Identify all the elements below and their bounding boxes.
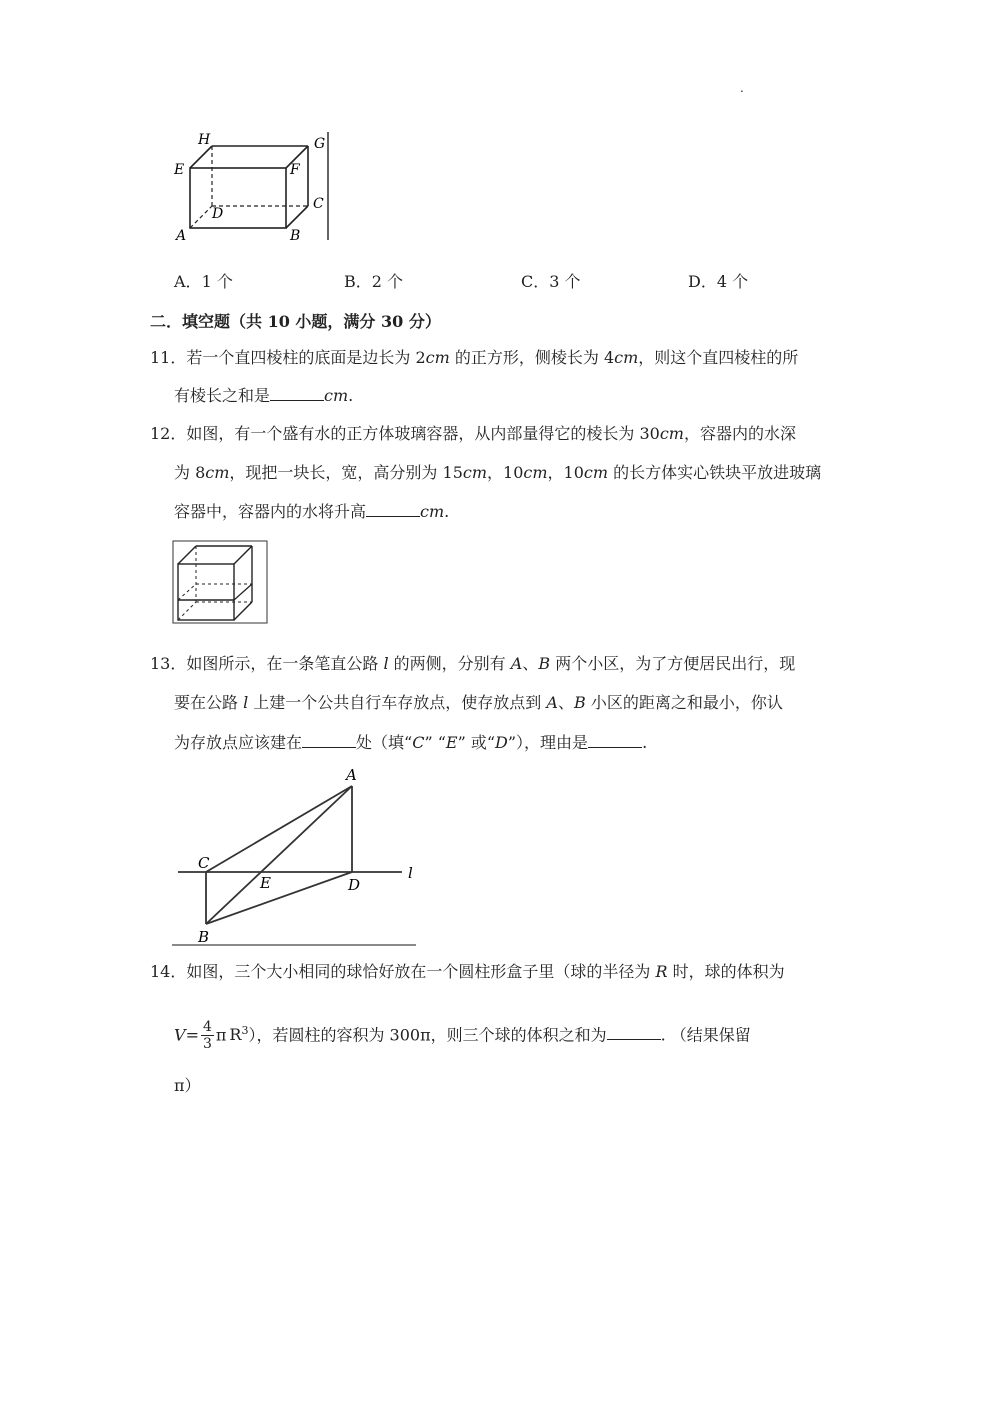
q13-line-3: 为存放点应该建在 处（填“C” “E” 或“D”），理由是 . [174, 733, 648, 752]
q12-line-3: 容器中，容器内的水将升高 cm. [174, 502, 450, 521]
q10-option-b[interactable]: B．2 个 [344, 272, 404, 291]
q12-line-1: 12．如图，有一个盛有水的正方体玻璃容器，从内部量得它的棱长为 30cm，容器内的水深 [150, 424, 796, 443]
q14-line-1: 14．如图，三个大小相同的球恰好放在一个圆柱形盒子里（球的半径为 R 时，球的体积为 [150, 962, 785, 981]
q11-line-2: 有棱长之和是 cm. [174, 386, 354, 405]
q13-road-figure [172, 764, 418, 948]
fig-label-E: E [260, 874, 271, 892]
label-C: C [313, 196, 324, 212]
q13-line-1: 13．如图所示，在一条笔直公路 l 的两侧，分别有 A、B 两个小区，为了方便居民出行，现 [150, 654, 796, 673]
cuboid-front-face [190, 168, 286, 228]
q11-number: 11． [150, 348, 187, 367]
q14-answer-blank[interactable] [607, 1025, 661, 1040]
label-H: H [198, 132, 211, 148]
formula-fraction: $\frac{4}{3}$ [202, 1019, 212, 1053]
q10-option-a[interactable]: A．1 个 [174, 272, 233, 291]
label-F: F [290, 162, 300, 178]
q12-answer-blank[interactable] [366, 502, 420, 517]
fig-label-l: l [408, 864, 413, 882]
label-B: B [290, 228, 301, 244]
formula-v: V [174, 1025, 186, 1045]
q14-line-2: V= $\frac{4}{3}$ π $R^3$），若圆柱的容积为 300π，则三个球的体积之和为 . （结果保留 [174, 1019, 751, 1053]
label-D: D [212, 206, 224, 222]
q14-line-3: π） [174, 1076, 201, 1095]
q11-answer-blank[interactable] [270, 386, 324, 401]
fig-label-A: A [346, 766, 357, 784]
q13-line-2: 要在公路 l 上建一个公共自行车存放点，使存放点到 A、B 小区的距离之和最小，你认 [174, 693, 783, 712]
fig-label-C: C [198, 854, 210, 872]
label-A: A [176, 228, 187, 244]
q10-option-d[interactable]: D．4 个 [688, 272, 749, 291]
fig-label-D: D [348, 876, 361, 894]
section-heading: 二．填空题（共 10 小题，满分 30 分） [150, 312, 441, 331]
q13-answer-blank-2[interactable] [588, 733, 642, 748]
q14-number: 14． [150, 962, 187, 981]
label-E: E [174, 162, 185, 178]
page-dot: . [740, 81, 744, 95]
fig-label-B: B [198, 928, 210, 946]
q12-cube-figure [172, 540, 268, 624]
q13-answer-blank-1[interactable] [302, 733, 356, 748]
q13-number: 13． [150, 654, 187, 673]
q12-number: 12． [150, 424, 187, 443]
q12-line-2: 为 8cm，现把一块长，宽，高分别为 15cm，10cm，10cm 的长方体实心铁块平放进玻璃 [174, 463, 822, 482]
q10-cuboid-figure [170, 128, 340, 246]
label-G: G [314, 136, 326, 152]
q10-option-c[interactable]: C．3 个 [521, 272, 581, 291]
q11-line-1: 11．若一个直四棱柱的底面是边长为 2cm 的正方形，侧棱长为 4cm，则这个直四棱柱的所 [150, 348, 799, 367]
